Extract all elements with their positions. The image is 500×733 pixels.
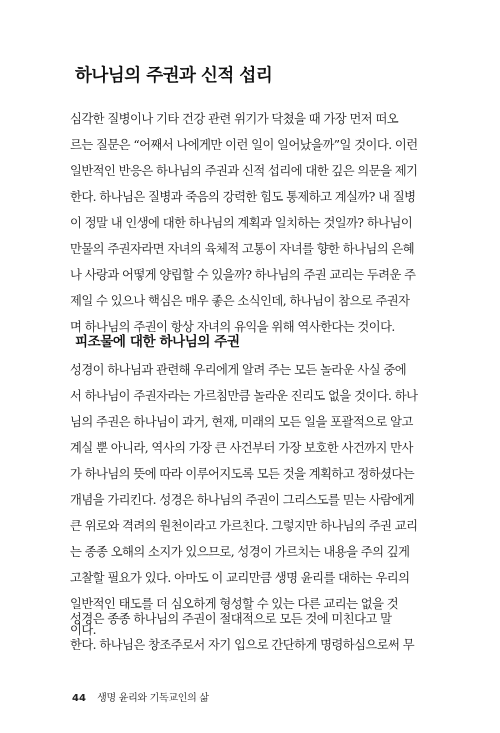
text-line: 성경은 종종 하나님의 주권이 절대적으로 모든 것에 미친다고 말: [70, 612, 392, 626]
text-line: 한다. 하나님은 질병과 죽음의 강력한 힘도 통제하고 계실까? 내 질병: [70, 190, 416, 204]
text-line: 며 하나님의 주권이 항상 자녀의 유익을 위해 역사한다는 것이다.: [70, 320, 395, 334]
text-line: 제일 수 있으나 핵심은 매우 좋은 소식인데, 하나님이 참으로 주권자: [70, 294, 410, 308]
page-footer: [72, 689, 209, 704]
running-title: 생명 윤리와 기독교인의 삶: [97, 693, 209, 704]
text-line: 성경이 하나님과 관련해 우리에게 알려 주는 모든 놀라운 사실 중에: [70, 363, 407, 377]
text-line: 고찰할 필요가 있다. 아마도 이 교리만큼 생명 윤리를 대하는 우리의: [70, 571, 410, 585]
text-line: 서 하나님이 주권자라는 가르침만큼 놀라운 진리도 없을 것이다. 하나: [70, 389, 418, 403]
text-line: 일반적인 반응은 하나님의 주권과 신적 섭리에 대한 깊은 의문을 제기: [70, 164, 418, 178]
text-line: 나 사랑과 어떻게 양립할 수 있을까? 하나님의 주권 교리는 두려운 주: [70, 268, 416, 282]
chapter-title: 하나님의 주권과 신적 섭리: [75, 66, 273, 86]
section-heading: 피조물에 대한 하나님의 주권: [75, 334, 240, 350]
text-line: 이다.: [70, 623, 97, 637]
text-line: 개념을 가리킨다. 성경은 하나님의 주권이 그리스도를 믿는 사람에게: [70, 493, 415, 507]
text-line: 르는 질문은 “어째서 나에게만 이런 일이 일어났을까”일 것이다. 이런: [70, 138, 418, 152]
text-line: 계실 뿐 아니라, 역사의 가장 큰 사건부터 가장 보호한 사건까지 만사: [70, 441, 413, 455]
text-line: 큰 위로와 격려의 원천이라고 가르친다. 그렇지만 하나님의 주권 교리: [70, 519, 418, 533]
text-line: 는 종종 오해의 소지가 있으므로, 성경이 가르치는 내용을 주의 깊게: [70, 545, 410, 559]
text-line: 만물의 주권자라면 자녀의 육체적 고통이 자녀를 향한 하나님의 은혜: [70, 242, 415, 256]
text-line: 한다. 하나님은 창조주로서 자기 입으로 간단하게 명령하심으로써 무: [70, 638, 415, 652]
paragraph-intro: [70, 106, 432, 340]
text-line: 가 하나님의 뜻에 따라 이루어지도록 모든 것을 계획하고 정하셨다는: [70, 467, 415, 481]
text-line: 심각한 질병이나 기타 건강 관련 위기가 닥쳤을 때 가장 먼저 떠오: [70, 112, 399, 126]
paragraph-sovereignty: [70, 357, 432, 643]
paragraph-absolute: [70, 606, 432, 658]
text-line: 일반적인 태도를 더 심오하게 형성할 수 있는 다른 교리는 없을 것: [70, 597, 399, 611]
text-line: 이 정말 내 인생에 대한 하나님의 계획과 일치하는 것일까? 하나님이: [70, 216, 413, 230]
text-line: 님의 주권은 하나님이 과거, 현재, 미래의 모든 일을 포괄적으로 알고: [70, 415, 413, 429]
page-number: 44: [72, 693, 86, 704]
